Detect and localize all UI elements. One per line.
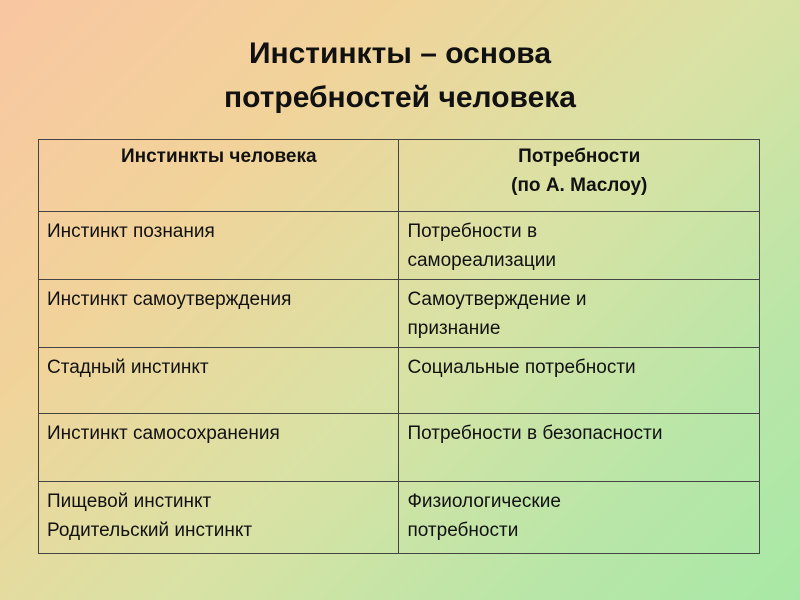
need-cell [399,212,760,280]
instinct-text: Инстинкт самоутверждения [47,289,292,310]
table-row [39,482,760,554]
instinct-cell [39,414,399,482]
instinct-cell [39,348,399,414]
table-row [39,348,760,414]
instinct-text: Инстинкт познания [47,221,215,242]
instinct-text: Пищевой инстинкт [47,491,212,512]
need-text: Потребности в [407,221,538,242]
need-cell [399,482,760,554]
need-text: Самоутверждение и [407,289,587,310]
need-cell [399,280,760,348]
header-instincts-label: Инстинкты человека [120,146,317,167]
header-needs [399,140,760,212]
table-row [39,280,760,348]
need-text-continued: потребности [407,520,519,541]
instinct-cell [39,280,399,348]
need-text-continued: признание [407,318,501,339]
table-row [39,212,760,280]
table-row [39,414,760,482]
need-cell [399,414,760,482]
header-needs-label: Потребности [518,146,641,167]
slide-title-line-2: потребностей человека [224,81,576,114]
need-text: Социальные потребности [407,357,636,378]
slide-title-line-1: Инстинкты – основа [248,37,552,70]
header-instincts [39,140,399,212]
instinct-cell [39,482,399,554]
slide-title [0,32,800,120]
instincts-needs-table [38,139,760,554]
need-text: Потребности в безопасности [407,423,663,444]
table-header-row [39,140,760,212]
instinct-cell [39,212,399,280]
need-text: Физиологические [407,491,561,512]
instinct-text: Стадный инстинкт [47,357,209,378]
instinct-text-second: Родительский инстинкт [47,520,253,541]
need-text-continued: самореализации [407,250,556,271]
need-cell [399,348,760,414]
header-needs-sublabel: (по А. Маслоу) [511,175,648,196]
instinct-text: Инстинкт самосохранения [47,423,280,444]
